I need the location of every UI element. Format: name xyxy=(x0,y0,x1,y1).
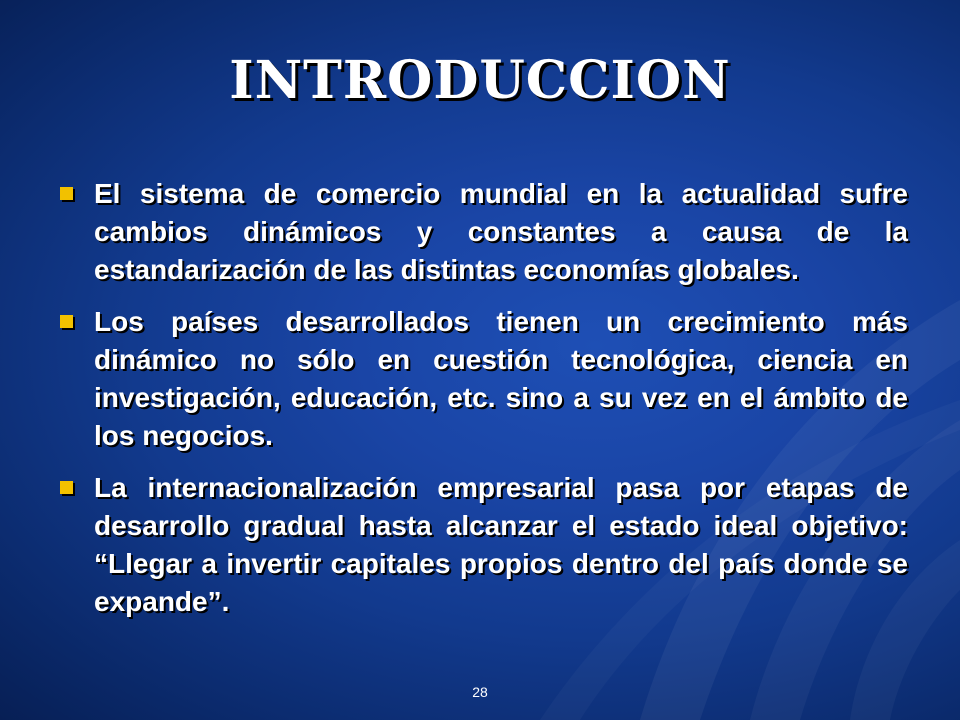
square-bullet-icon xyxy=(60,187,73,200)
bullet-list xyxy=(58,175,908,635)
square-bullet-icon xyxy=(60,481,73,494)
bullet-item xyxy=(58,175,908,289)
square-bullet-icon xyxy=(60,315,73,328)
bullet-text: La internacionalización empresarial pasa por etapas de desarrollo gradual hasta alcanzar el estado ideal objetivo: “Llegar a invertir capitales propios dentro del país donde se expande”. xyxy=(94,472,908,617)
bullet-item xyxy=(58,469,908,621)
page-number: 28 xyxy=(472,684,488,700)
bullet-item xyxy=(58,303,908,455)
bullet-text: Los países desarrollados tienen un crecimiento más dinámico no sólo en cuestión tecnológica, ciencia en investigación, educación, etc. sino a su vez en el ámbito de los negocios. xyxy=(94,306,908,451)
bullet-text: El sistema de comercio mundial en la actualidad sufre cambios dinámicos y constantes a causa de la estandarización de las distintas economías globales. xyxy=(94,178,908,285)
slide-title: INTRODUCCION xyxy=(229,50,731,111)
